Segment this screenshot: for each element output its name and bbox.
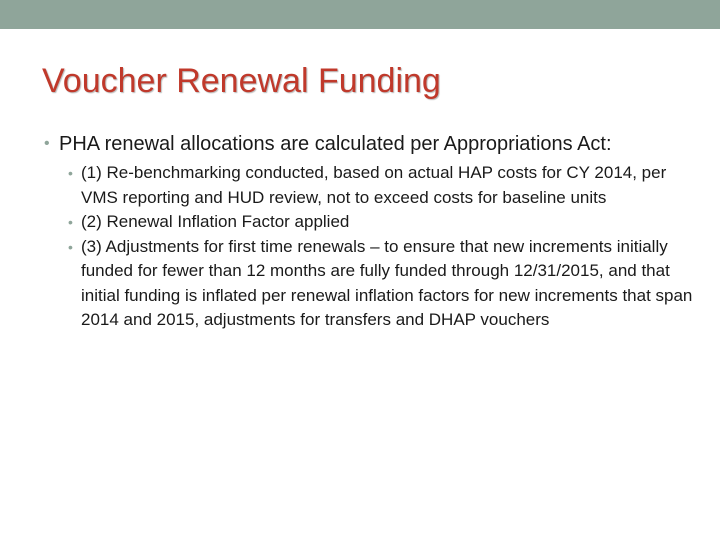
top-accent-band	[0, 0, 720, 29]
bullet-icon: •	[68, 165, 73, 181]
sub-bullet-list	[44, 161, 694, 333]
sub-bullet-item	[61, 235, 694, 333]
main-bullet-point	[44, 131, 694, 157]
sub-point-text: (2) Renewal Inflation Factor applied	[81, 212, 350, 231]
bullet-icon: •	[68, 238, 73, 255]
sub-bullet-item	[61, 210, 694, 235]
sub-point-text: (3) Adjustments for first time renewals – to ensure that new increments initially funded for fewer than 12 months are fully funded through 12/31/2015, and that initial funding is inflated per renewal inflation factors for new increments that span 2014 and 2015, adjustments for transfers and DHAP vouchers	[81, 236, 693, 329]
slide-body	[44, 131, 694, 333]
main-point-text: PHA renewal allocations are calculated per Appropriations Act:	[59, 133, 612, 155]
sub-point-text: (1) Re-benchmarking conducted, based on actual HAP costs for CY 2014, per VMS reporting and HUD review, not to exceed costs for baseline units	[81, 163, 667, 207]
sub-bullet-item	[61, 161, 694, 210]
slide-title: Voucher Renewal Funding	[42, 62, 441, 100]
bullet-icon: •	[68, 214, 73, 230]
bullet-icon: •	[44, 135, 50, 152]
